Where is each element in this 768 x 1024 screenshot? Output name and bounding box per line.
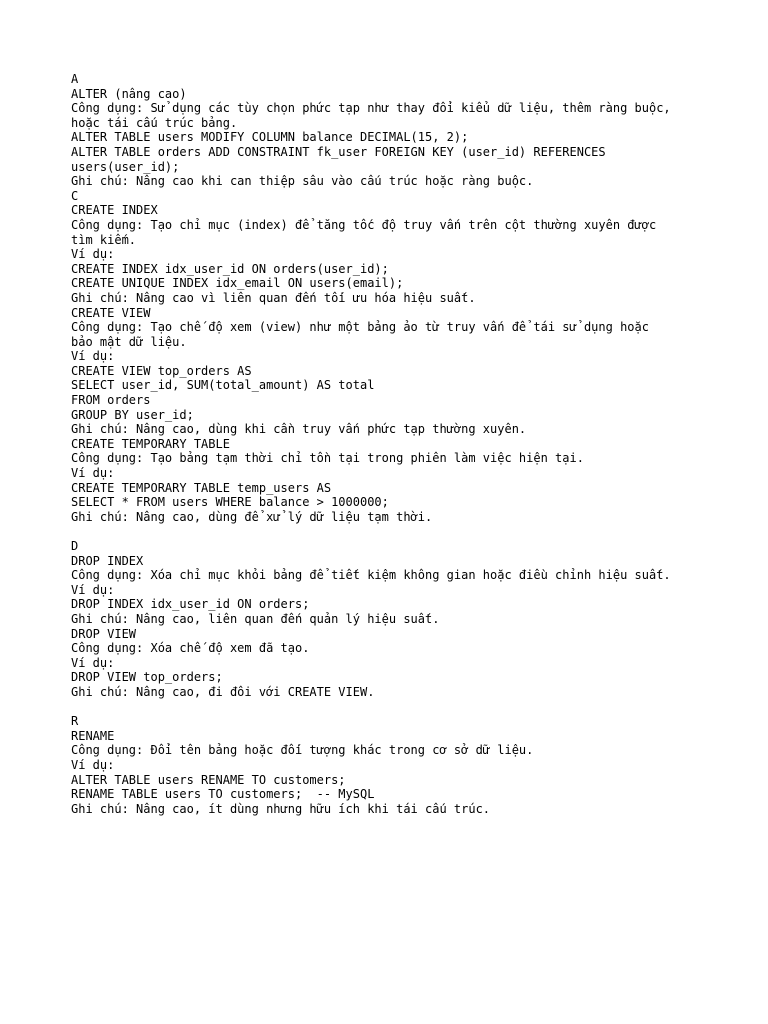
text-line: D [71, 539, 79, 553]
text-line: FROM orders [71, 393, 151, 408]
text-line: SELECT user_id, SUM(total_amount) AS total [71, 378, 375, 393]
text-line: CREATE INDEX idx_user_id ON orders(user_id); [71, 261, 389, 276]
text-line: Ghi chú: Nâng cao, ít dùng nhưng hữu ích khi tái cấu trúc. [71, 801, 491, 816]
text-line: RENAME [71, 728, 115, 743]
text-line: R [71, 714, 79, 729]
text-line: Ví dụ: [71, 757, 115, 772]
text-line: Ví dụ: [71, 247, 115, 262]
text-line: CREATE VIEW [71, 305, 151, 320]
text-line: SELECT * FROM users WHERE balance > 1000000; [71, 495, 389, 510]
text-line: Công dụng: Tạo chế độ xem (view) như một bảng ảo từ truy vấn để tái sử dụng hoặc [71, 320, 649, 335]
text-line: CREATE TEMPORARY TABLE temp_users AS [71, 480, 332, 495]
text-line: bảo mật dữ liệu. [71, 334, 187, 349]
text-line: ALTER TABLE orders ADD CONSTRAINT fk_user FOREIGN KEY (user_id) REFERENCES [71, 144, 606, 159]
text-line: Ghi chú: Nâng cao vì liên quan đến tối ưu hóa hiệu suất. [71, 290, 476, 305]
text-line: users(user_id); [71, 159, 180, 174]
text-line: ALTER (nâng cao) [71, 86, 187, 101]
text-line: DROP VIEW top_orders; [71, 670, 223, 685]
document-page [71, 72, 761, 816]
text-line: DROP INDEX [71, 553, 144, 568]
text-line: Ghi chú: Nâng cao khi can thiệp sâu vào cấu trúc hoặc ràng buộc. [71, 174, 534, 189]
text-line: Ghi chú: Nâng cao, liên quan đến quản lý hiệu suất. [71, 611, 440, 626]
text-line: Ghi chú: Nâng cao, dùng để xử lý dữ liệu tạm thời. [71, 509, 433, 524]
text-line: Ví dụ: [71, 466, 115, 481]
text-line: Công dụng: Xóa chỉ mục khỏi bảng để tiết kiệm không gian hoặc điều chỉnh hiệu suất. [71, 568, 671, 583]
blank-line [71, 700, 761, 715]
text-line: CREATE TEMPORARY TABLE [71, 436, 230, 451]
text-line: C [71, 188, 79, 203]
text-line: Công dụng: Sử dụng các tùy chọn phức tạp như thay đổi kiểu dữ liệu, thêm ràng buộc, [71, 101, 671, 116]
text-line: Ghi chú: Nâng cao, đi đôi với CREATE VIEW. [71, 684, 375, 699]
text-line: DROP INDEX idx_user_id ON orders; [71, 597, 310, 612]
text-line: tìm kiếm. [71, 232, 137, 247]
text-line: CREATE UNIQUE INDEX idx_email ON users(email); [71, 276, 404, 291]
text-line: Công dụng: Tạo chỉ mục (index) để tăng tốc độ truy vấn trên cột thường xuyên được [71, 217, 657, 232]
blank-line [71, 524, 761, 539]
text-line: Ví dụ: [71, 582, 115, 597]
text-line: CREATE VIEW top_orders AS [71, 363, 252, 378]
text-line: DROP VIEW [71, 626, 137, 641]
text-line: Ghi chú: Nâng cao, dùng khi cần truy vấn phức tạp thường xuyên. [71, 422, 527, 437]
text-line: RENAME TABLE users TO customers; -- MySQL [71, 787, 375, 802]
text-line: Công dụng: Xóa chế độ xem đã tạo. [71, 641, 310, 656]
text-line: A [71, 72, 79, 86]
text-line: hoặc tái cấu trúc bảng. [71, 115, 238, 130]
text-line: Ví dụ: [71, 655, 115, 670]
text-line: CREATE INDEX [71, 203, 158, 218]
text-line: Công dụng: Tạo bảng tạm thời chỉ tồn tại trong phiên làm việc hiện tại. [71, 451, 584, 466]
text-line: GROUP BY user_id; [71, 407, 194, 422]
text-line: Ví dụ: [71, 349, 115, 364]
text-line: ALTER TABLE users RENAME TO customers; [71, 772, 346, 787]
text-line: Công dụng: Đổi tên bảng hoặc đối tượng khác trong cơ sở dữ liệu. [71, 743, 534, 758]
text-line: ALTER TABLE users MODIFY COLUMN balance DECIMAL(15, 2); [71, 130, 469, 145]
